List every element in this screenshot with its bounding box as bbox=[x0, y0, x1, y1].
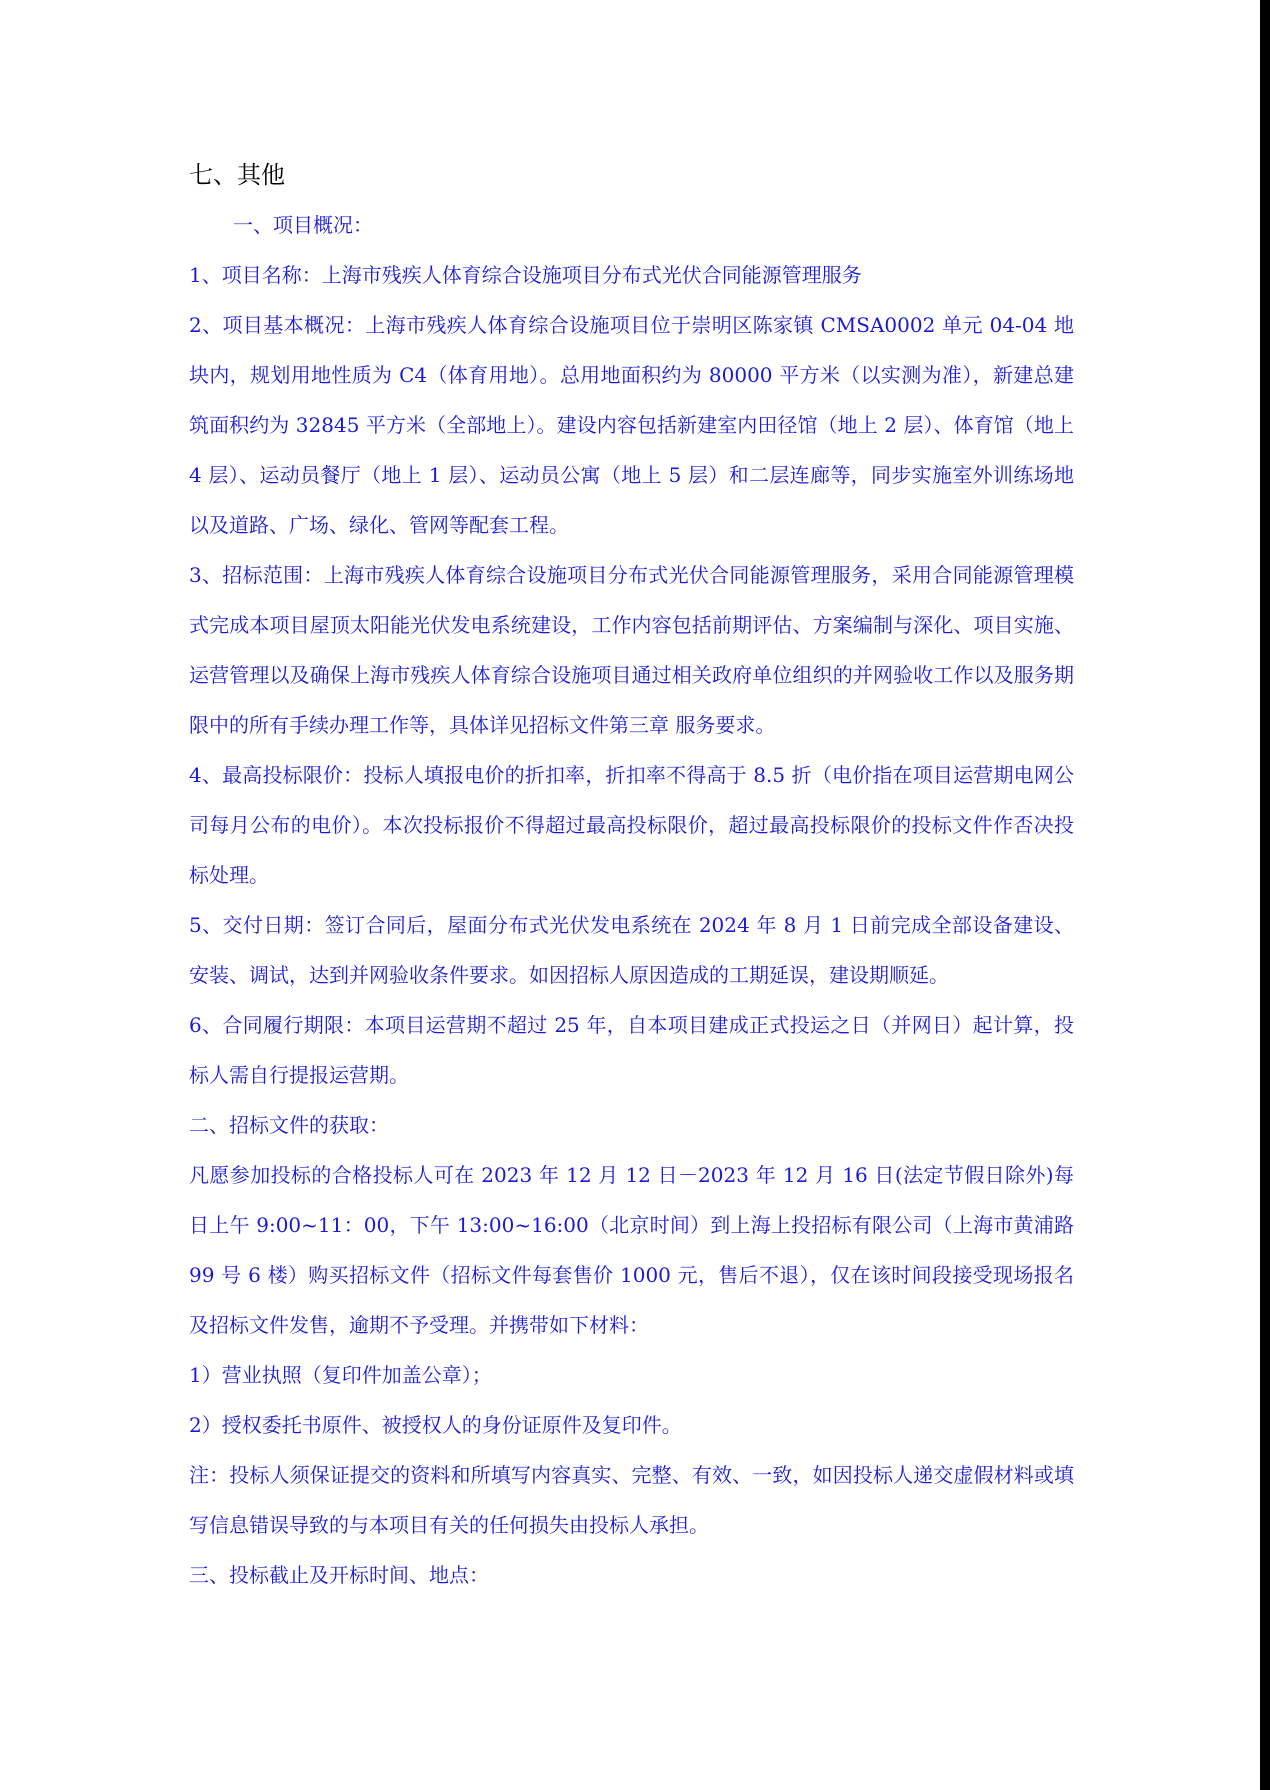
paragraph-tender-scope: 3、招标范围：上海市残疾人体育综合设施项目分布式光伏合同能源管理服务，采用合同能源管理模式完成本项目屋顶太阳能光伏发电系统建设，工作内容包括前期评估、方案编制与深化、项目实施、运营管理以及确保上海市残疾人体育综合设施项目通过相关政府单位组织的并网验收工作以及服务期限中的所有手续办理工作等，具体详见招标文件第三章 服务要求。 bbox=[189, 563, 1074, 737]
page-edge-bar bbox=[1260, 0, 1270, 1790]
list-item-authorization: 2）授权委托书原件、被授权人的身份证原件及复印件。 bbox=[189, 1413, 682, 1437]
paragraph-delivery-date: 5、交付日期：签订合同后，屋面分布式光伏发电系统在 2024 年 8 月 1 日前完成全部设备建设、安装、调试，达到并网验收条件要求。如因招标人原因造成的工期延误，建设期顺延。 bbox=[189, 913, 1074, 987]
paragraph-project-overview: 2、项目基本概况：上海市残疾人体育综合设施项目位于崇明区陈家镇 CMSA0002 单元 04-04 地块内，规划用地性质为 C4（体育用地）。总用地面积约为 80000 平方米（以实测为准），新建总建筑面积约为 32845 平方米（全部地上）。建设内容包括新建室内田径馆（地上 2 层）、体育馆（地上 4 层）、运动员餐厅（地上 1 层）、运动员公寓（地上 5 层）和二层连廊等，同步实施室外训练场地以及道路、广场、绿化、管网等配套工程。 bbox=[189, 313, 1074, 537]
paragraph-project-name: 1、项目名称：上海市残疾人体育综合设施项目分布式光伏合同能源管理服务 bbox=[189, 263, 862, 287]
paragraph-contract-period: 6、合同履行期限：本项目运营期不超过 25 年，自本项目建成正式投运之日（并网日）起计算，投标人需自行提报运营期。 bbox=[189, 1013, 1074, 1087]
paragraph-note: 注：投标人须保证提交的资料和所填写内容真实、完整、有效、一致，如因投标人递交虚假材料或填写信息错误导致的与本项目有关的任何损失由投标人承担。 bbox=[189, 1463, 1074, 1537]
paragraph-document-purchase: 凡愿参加投标的合格投标人可在 2023 年 12 月 12 日－2023 年 12 月 16 日(法定节假日除外)每日上午 9:00~11：00，下午 13:00~16:00（北京时间）到上海上投招标有限公司（上海市黄浦路 99 号 6 楼）购买招标文件（招标文件每套售价 1000 元，售后不退），仅在该时间段接受现场报名及招标文件发售，逾期不予受理。并携带如下材料： bbox=[189, 1163, 1074, 1337]
section-heading: 七、其他 bbox=[189, 161, 285, 189]
list-item-business-license: 1）营业执照（复印件加盖公章）； bbox=[189, 1363, 492, 1387]
subsection-bid-deadline: 三、投标截止及开标时间、地点： bbox=[189, 1563, 489, 1587]
paragraph-max-bid-price: 4、最高投标限价：投标人填报电价的折扣率，折扣率不得高于 8.5 折（电价指在项目运营期电网公司每月公布的电价）。本次投标报价不得超过最高投标限价，超过最高投标限价的投标文件作否决投标处理。 bbox=[189, 763, 1074, 887]
document-body bbox=[189, 150, 1074, 1600]
subsection-project-overview: 一、项目概况： bbox=[233, 213, 373, 237]
subsection-tender-documents: 二、招标文件的获取： bbox=[189, 1113, 389, 1137]
